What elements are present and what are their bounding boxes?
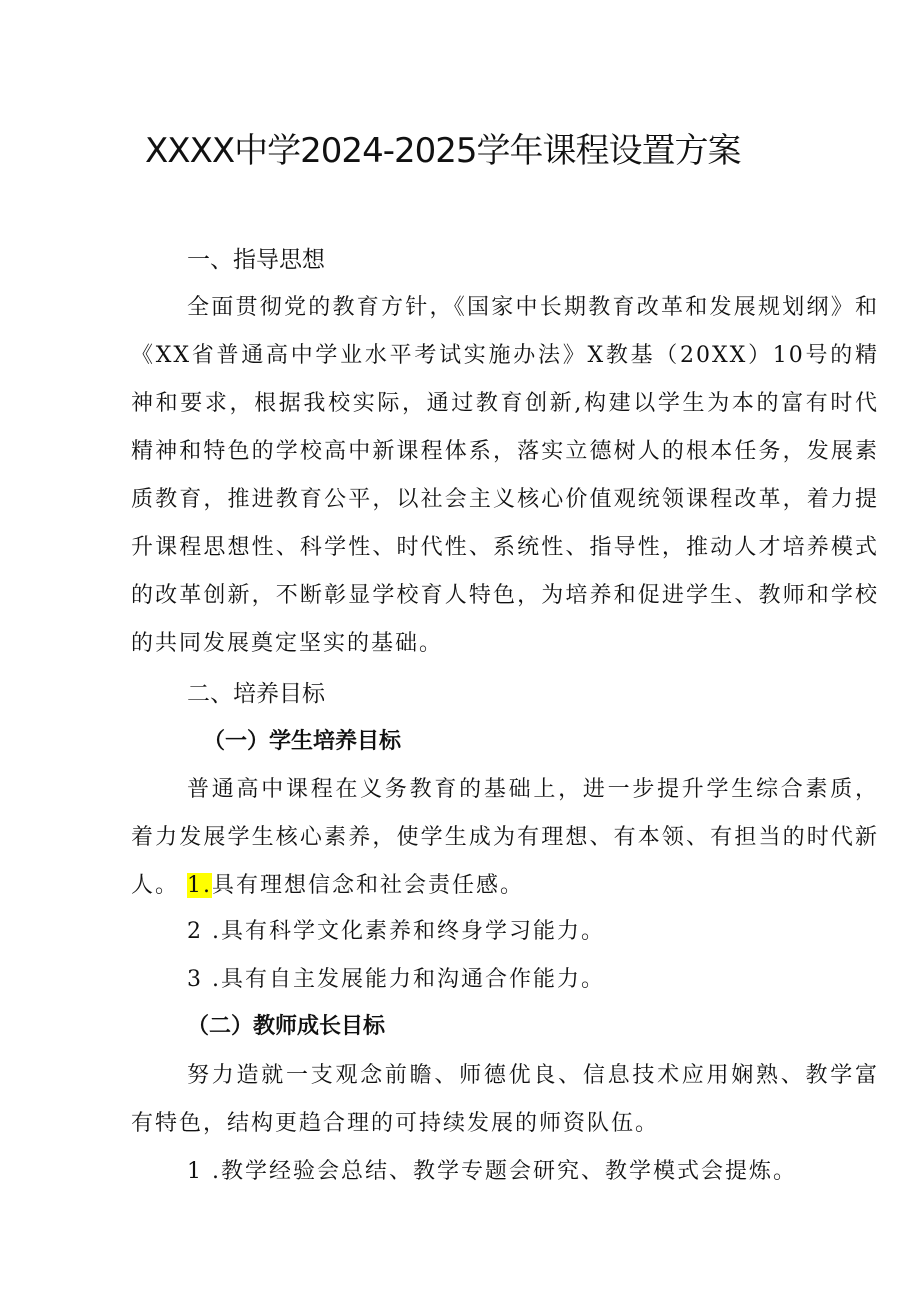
- list-item: [187, 916, 605, 948]
- list-item-text: 教学经验会总结、教学专题会研究、教学模式会提炼。: [220, 1159, 797, 1184]
- highlighted-item-number: 1.: [187, 873, 212, 898]
- list-item-text: 具有自主发展能力和沟通合作能力。: [220, 967, 605, 992]
- student-goals-paragraph: 普通高中课程在义务教育的基础上，进一步提升学生综合素质，着力发展学生核心素养，使学生成为有理想、有本领、有担当的时代新人。: [131, 777, 879, 898]
- document-title: XXXX中学2024-2025学年课程设置方案: [145, 131, 741, 171]
- list-item-text: 具有理想信念和社会责任感。: [212, 873, 525, 898]
- section-heading-guiding-ideology: 一、指导思想: [187, 247, 325, 273]
- guiding-ideology-paragraph: 全面贯彻党的教育方针，《国家中长期教育改革和发展规划纲》和《XX省普通高中学业水平考试实施办法》X教基（20XX）10号的精神和要求，根据我校实际，通过教育创新,构建以学生为本的富有时代精神和特色的学校高中新课程体系，落实立德树人的根本任务，发展素质教育，推进教育公平，以社会主义核心价值观统领课程改革，着力提升课程思想性、科学性、时代性、系统性、指导性，推动人才培养模式的改革创新，不断彰显学校育人特色，为培养和促进学生、教师和学校的共同发展奠定坚实的基础。: [131, 295, 879, 656]
- list-item: [187, 964, 605, 996]
- list-item: [187, 1156, 797, 1188]
- list-item-text: 具有科学文化素养和终身学习能力。: [220, 919, 605, 944]
- section-heading-training-goals: 二、培养目标: [187, 681, 325, 707]
- list-item-number: 3 .: [187, 967, 221, 992]
- teacher-goals-paragraph: 努力造就一支观念前瞻、师德优良、信息技术应用娴熟、教学富有特色，结构更趋合理的可持续发展的师资队伍。: [131, 1063, 879, 1136]
- list-item-number: 2 .: [187, 919, 221, 944]
- list-item-number: 1 .: [187, 1159, 221, 1184]
- subheading-student-goals: （一）学生培养目标: [203, 729, 402, 754]
- subheading-teacher-goals: （二）教师成长目标: [187, 1014, 386, 1039]
- list-item: [187, 870, 524, 902]
